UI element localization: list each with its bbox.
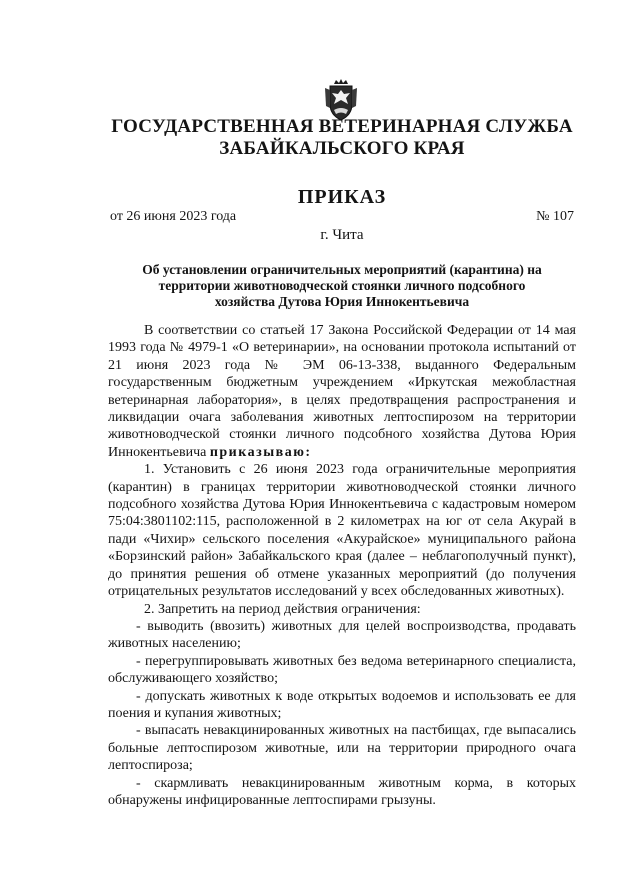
organization-name (100, 116, 584, 160)
restriction-item: - допускать животных к воде открытых водоемов и использовать ее для поения и купания животных; (108, 688, 576, 721)
preamble-paragraph (108, 322, 576, 461)
document-body (108, 322, 576, 809)
item-2-paragraph: 2. Запретить на период действия ограничения: (144, 601, 421, 617)
item-1-paragraph: 1. Установить с 26 июня 2023 года ограничительные мероприятия (карантин) в границах территории животноводческой стоянки личного подсобного хозяйства Дутова Юрия Иннокентьевича с кадастровым номером 75:04:3801102:115, расположенной в 2 километрах на юг от села Акурай в пади «Чихир» сельского поселения «Акурайское» муниципального района «Борзинский район» Забайкальского края (далее – неблагополучный пункт), до принятия решения об отмене указанных мероприятий (до получения отрицательных результатов исследований у всех обследованных животных). (108, 462, 576, 600)
command-word: приказываю: (209, 444, 312, 460)
restriction-item: - перегруппировывать животных без ведома ветеринарного специалиста, обслуживающего хозяйство; (108, 653, 576, 687)
org-name-line-1: ГОСУДАРСТВЕННАЯ ВЕТЕРИНАРНАЯ СЛУЖБА (111, 116, 573, 137)
restriction-item: - выпасать невакцинированных животных на пастбищах, где выпасались больные лептоспирозом животные, или на территории природного очага лептоспироза; (108, 723, 576, 774)
restriction-item: - выводить (ввозить) животных для целей воспроизводства, продавать животных населению; (108, 618, 576, 652)
document-number: № 107 (536, 209, 574, 224)
document-date: от 26 июня 2023 года (110, 209, 237, 224)
document-type: ПРИКАЗ (297, 186, 387, 208)
document-subject: Об установлении ограничительных мероприятий (карантина) на территории животноводческой стоянки личного подсобного хозяйства Дутова Юрия Иннокентьевича (142, 262, 542, 309)
org-name-line-2: ЗАБАЙКАЛЬСКОГО КРАЯ (219, 138, 465, 159)
preamble-text: В соответствии со статьей 17 Закона Российской Федерации от 14 мая 1993 года № 4979-1 «О ветеринарии», на основании протокола испытаний от 21 июня 2023 года № ЭМ 06-13-338, выданного Федеральным государственным бюджетным учреждением «Иркутская межобластная ветеринарная лаборатория», в целях предотвращения распространения и ликвидации очага заболевания животных лептоспирозом на территории животноводческой стоянки личного подсобного хозяйства Дутова Юрия Иннокентьевича (108, 323, 576, 460)
restriction-item: - скармливать невакцинированным животным корма, в которых обнаружены инфицированные лептоспирами грызуны. (108, 775, 576, 808)
document-city: г. Чита (320, 227, 364, 243)
